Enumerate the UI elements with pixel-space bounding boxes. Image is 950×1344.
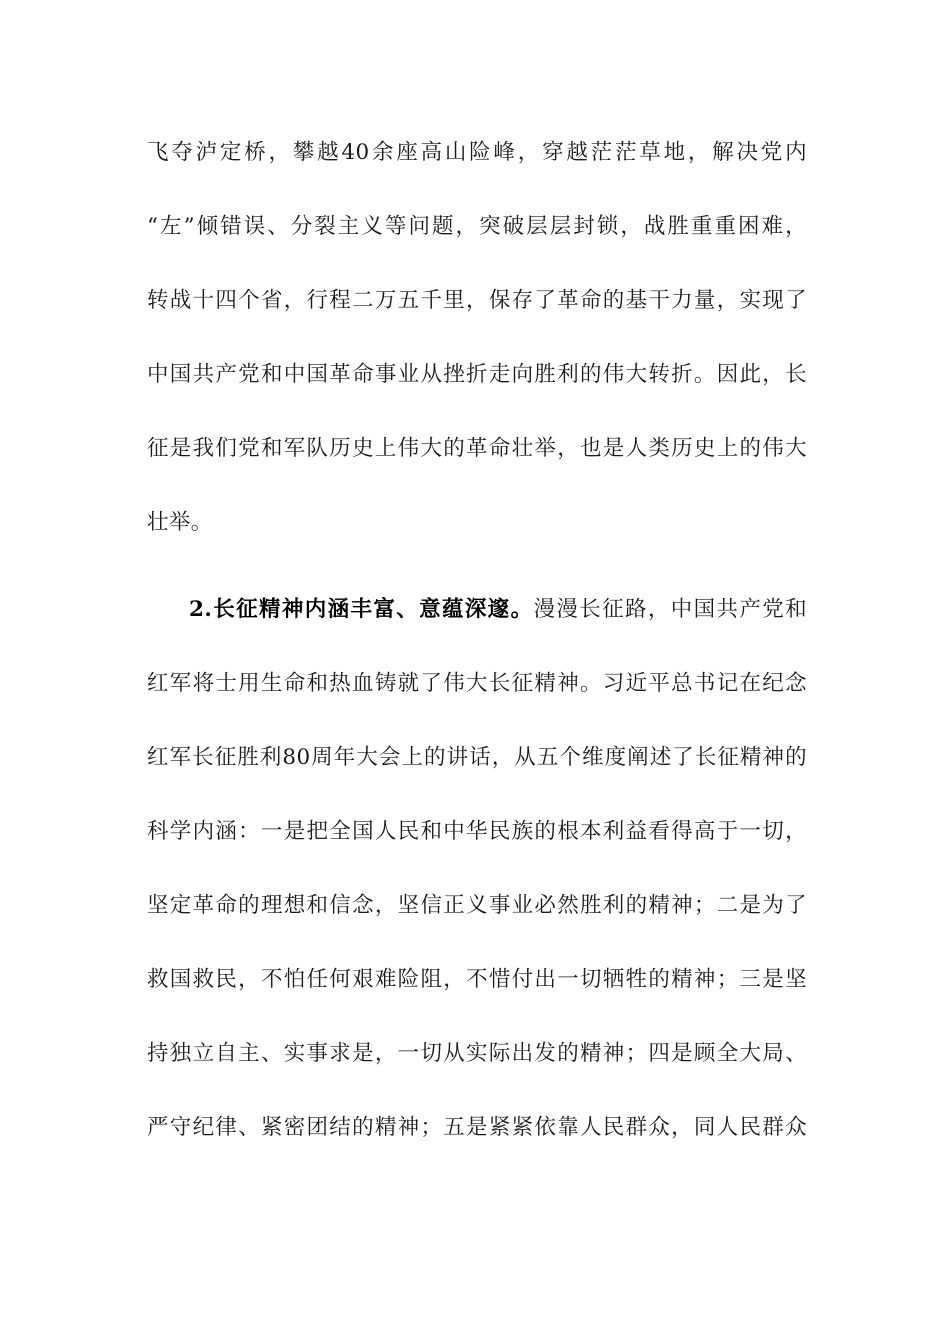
section-first-line [189, 590, 807, 630]
paragraph-line: 科学内涵：一是把全国人民和中华民族的根本利益看得高于一切， [147, 819, 807, 844]
paragraph-line: 中国共产党和中国革命事业从挫折走向胜利的伟大转折。因此，长 [147, 362, 807, 387]
paragraph-line-last: 壮举。 [147, 510, 213, 535]
paragraph-line: 坚定革命的理想和信念，坚信正义事业必然胜利的精神；二是为了 [147, 893, 807, 918]
paragraph-line: 红军将士用生命和热血铸就了伟大长征精神。习近平总书记在纪念 [147, 671, 807, 696]
paragraph-line: 严守纪律、紧密团结的精神；五是紧紧依靠人民群众，同人民群众 [147, 1115, 807, 1140]
paragraph-line: 飞夺泸定桥，攀越40余座高山险峰，穿越茫茫草地，解决党内 [147, 140, 807, 165]
paragraph-line: 转战十四个省，行程二万五千里，保存了革命的基干力量，实现了 [147, 288, 807, 313]
paragraph-line: 救国救民，不怕任何艰难险阻，不惜付出一切牺牲的精神；三是坚 [147, 967, 807, 992]
section-first-line-text: 漫漫长征路，中国共产党和 [533, 597, 807, 622]
section-heading: 2.长征精神内涵丰富、意蕴深邃。 [189, 597, 534, 622]
paragraph-line: 征是我们党和军队历史上伟大的革命壮举，也是人类历史上的伟大 [147, 436, 807, 461]
paragraph-line: 红军长征胜利80周年大会上的讲话，从五个维度阐述了长征精神的 [147, 745, 807, 770]
paragraph-line: 持独立自主、实事求是，一切从实际出发的精神；四是顾全大局、 [147, 1041, 807, 1066]
paragraph-line: “左”倾错误、分裂主义等问题，突破层层封锁，战胜重重困难， [147, 214, 807, 239]
